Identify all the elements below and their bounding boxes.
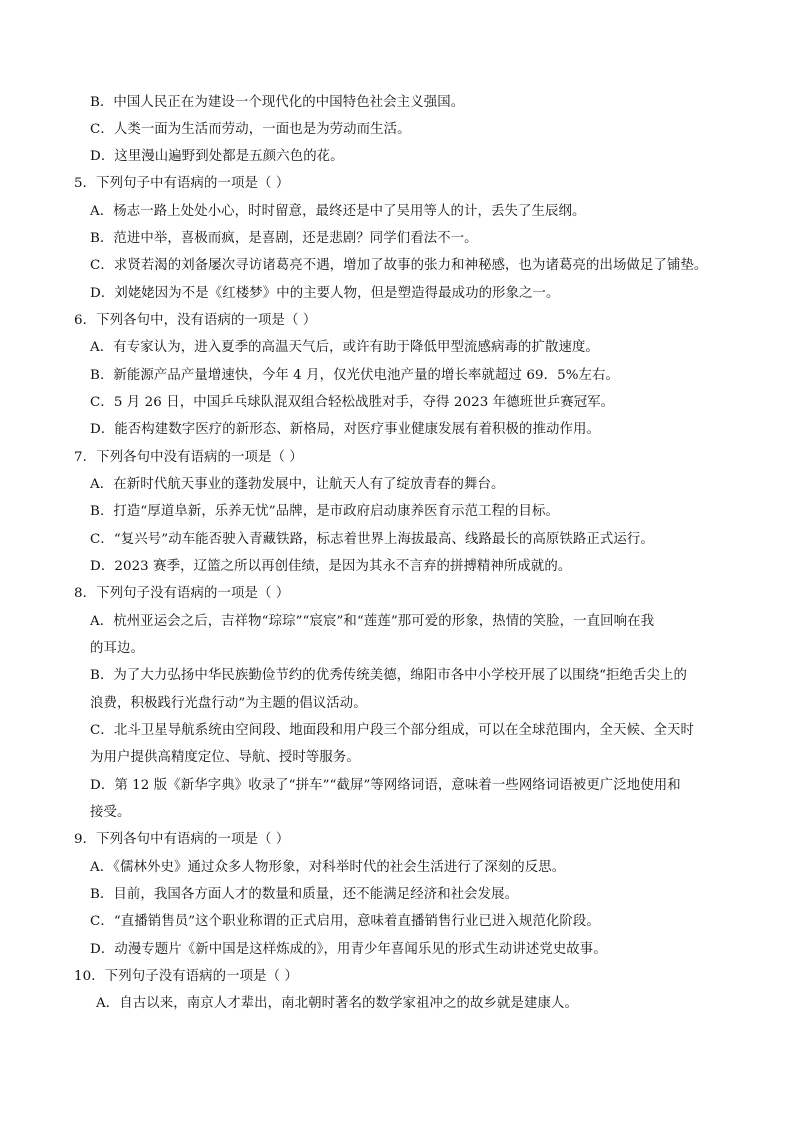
option-line: A．自古以来，南京人才辈出，南北朝时著名的数学家祖冲之的故乡就是建康人。: [96, 996, 578, 1011]
option-line: C．“直播销售员”这个职业称谓的正式启用，意味着直播销售行业已进入规范化阶段。: [90, 914, 600, 929]
option-line: C．人类一面为生活而劳动，一面也是为劳动而生活。: [90, 122, 411, 137]
option-line: A．杨志一路上处处小心，时时留意，最终还是中了吴用等人的计，丢失了生辰纲。: [90, 204, 586, 219]
option-line: A．杭州亚运会之后，吉祥物“琮琮”“宸宸”和“莲莲”那可爱的形象，热情的笑脸，一直回响在我: [90, 614, 655, 629]
option-line: D．能否构建数字医疗的新形态、新格局，对医疗事业健康发展有着积极的推动作用。: [90, 422, 600, 437]
option-line-continued: 接受。: [90, 805, 131, 820]
option-line: B．范进中举，喜极而疯，是喜剧，还是悲剧？同学们看法不一。: [90, 231, 478, 246]
option-line: B．打造“厚道阜新，乐养无忧”品牌，是市政府启动康养医育示范工程的目标。: [90, 504, 560, 519]
question-stem: 7．下列各句中没有语病的一项是（ ）: [74, 450, 303, 465]
option-line: B．目前，我国各方面人才的数量和质量，还不能满足经济和社会发展。: [90, 887, 519, 902]
option-line: B．中国人民正在为建设一个现代化的中国特色社会主义强国。: [90, 95, 465, 110]
option-line-continued: 浪费，积极践行光盘行动”为主题的倡议活动。: [90, 696, 367, 711]
option-line: A．《儒林外史》通过众多人物形象，对科举时代的社会生活进行了深刻的反思。: [90, 860, 566, 875]
option-line: C．北斗卫星导航系统由空间段、地面段和用户段三个部分组成，可以在全球范围内，全天候、全天时: [90, 723, 694, 738]
option-line: D．第 12 版《新华字典》收录了“拼车”“截屏”等网络词语，意味着一些网络词语被更广泛地使用和: [90, 778, 681, 793]
option-line: C．求贤若渴的刘备屡次寻访诸葛亮不遇，增加了故事的张力和神秘感，也为诸葛亮的出场做足了铺垫。: [90, 258, 708, 273]
question-stem: 10．下列句子没有语病的一项是（ ）: [74, 969, 298, 984]
option-line-continued: 为用户提供高精度定位、导航、授时等服务。: [90, 750, 360, 765]
question-stem: 5．下列句子中有语病的一项是（ ）: [74, 176, 290, 191]
option-line: C．“复兴号”动车能否驶入青藏铁路，标志着世界上海拔最高、线路最长的高原铁路正式运行。: [90, 532, 654, 547]
option-line: A．有专家认为，进入夏季的高温天气后，或许有助于降低甲型流感病毒的扩散速度。: [90, 340, 599, 355]
option-line-continued: 的耳边。: [90, 641, 144, 656]
option-line: B．新能源产品产量增速快，今年 4 月，仅光伏电池产量的增长率就超过 69．5%左右。: [90, 368, 619, 383]
option-line: D．2023 赛季，辽篮之所以再创佳绩，是因为其永不言弃的拼搏精神所成就的。: [90, 559, 572, 574]
option-line: B．为了大力弘扬中华民族勤俭节约的优秀传统美德，绵阳市各中小学校开展了以围绕“拒绝舌尖上的: [90, 668, 687, 683]
option-line: D．这里漫山遍野到处都是五颜六色的花。: [90, 149, 344, 164]
option-line: A．在新时代航天事业的蓬勃发展中，让航天人有了绽放青春的舞台。: [90, 477, 505, 492]
option-line: D．刘姥姥因为不是《红楼梦》中的主要人物，但是塑造得最成功的形象之一。: [90, 286, 560, 301]
question-stem: 8．下列句子没有语病的一项是（ ）: [74, 586, 290, 601]
question-stem: 9．下列各句中有语病的一项是（ ）: [74, 832, 290, 847]
question-stem: 6．下列各句中，没有语病的一项是（ ）: [74, 313, 317, 328]
option-line: C．5 月 26 日，中国乒乓球队混双组合轻松战胜对手，夺得 2023 年德班世乒赛冠军。: [90, 395, 615, 410]
option-line: D．动漫专题片《新中国是这样炼成的》，用青少年喜闻乐见的形式生动讲述党史故事。: [90, 942, 607, 957]
